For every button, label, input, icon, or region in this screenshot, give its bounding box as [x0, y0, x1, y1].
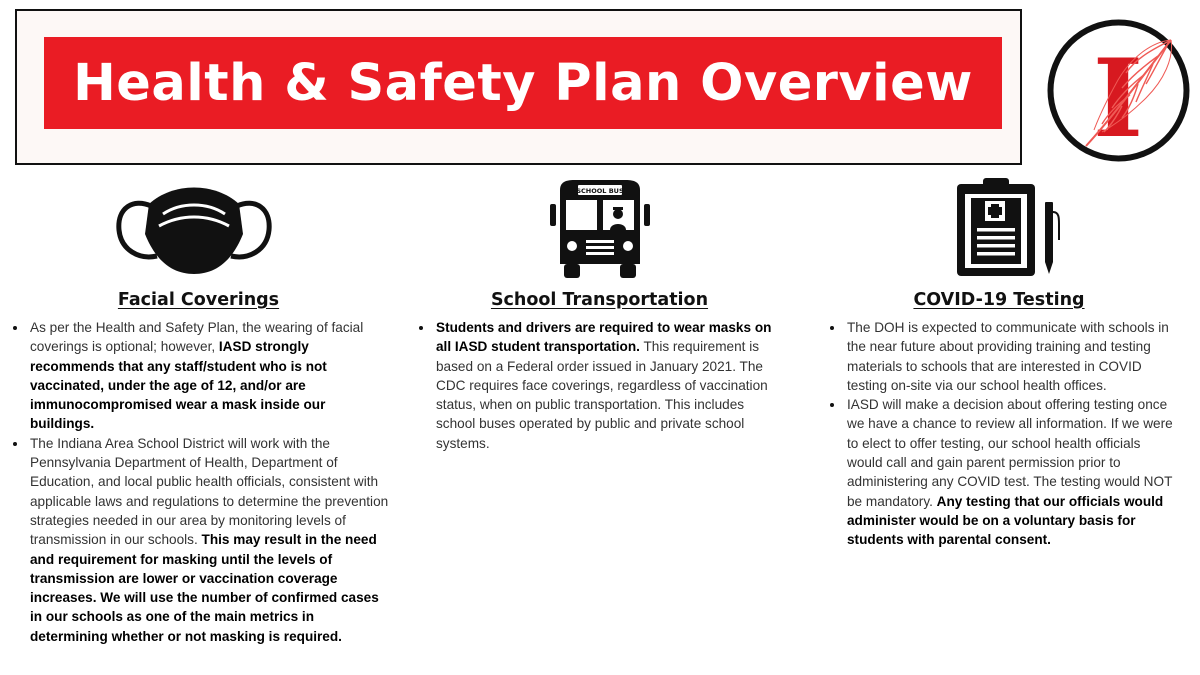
- bullet-text: The DOH is expected to communicate with schools in the near future about providing training and testing materials to schools that are interested in COVID testing on-site via our school health offices.: [847, 320, 1169, 393]
- list-item: [845, 318, 1175, 395]
- facial-coverings-section: [6, 290, 391, 646]
- bullet-text: This requirement is based on a Federal order issued in January 2021. The CDC requires face coverings, regardless of vaccination status, when on public transportation. This includes school buses operated by public and private school systems.: [436, 339, 768, 451]
- bullet-emphasis: Any testing that our officials would administer would be on a voluntary basis for students with parental consent.: [847, 493, 1164, 548]
- face-mask-icon: [113, 180, 275, 281]
- logo-letter: I: [1092, 36, 1144, 162]
- bullet-text: IASD will make a decision about offering testing once we have a chance to review all information. If we were to elect to offer testing, our school health officials would call and gain parent permission prior to administering any COVID test. The testing would NOT be mandatory.: [847, 397, 1173, 509]
- bus-sign: SCHOOL BUS: [576, 187, 624, 195]
- covid-testing-heading: COVID-19 Testing: [913, 290, 1085, 310]
- page-title: Health & Safety Plan Overview: [73, 53, 973, 113]
- list-item: [28, 434, 391, 646]
- bullet-text: The Indiana Area School District will work with the Pennsylvania Department of Health, Department of Education, and local public health officials, consistent with applicable laws and regulations to determine the prevention strategies needed in our area by monitoring levels of transmission in our schools.: [30, 435, 389, 548]
- school-transportation-list: [412, 318, 787, 453]
- covid-testing-section: [823, 290, 1175, 550]
- bullet-text: As per the Health and Safety Plan, the wearing of facial coverings is optional; however,: [30, 320, 364, 355]
- bullet-emphasis: Students and drivers are required to wear masks on all IASD student transportation.: [436, 320, 772, 355]
- covid-testing-list: [823, 318, 1175, 550]
- list-item: [28, 318, 391, 434]
- school-transportation-section: [412, 290, 787, 453]
- facial-coverings-list: [6, 318, 391, 646]
- title-banner: [44, 37, 1002, 129]
- list-item: [434, 318, 787, 453]
- school-transportation-heading: School Transportation: [490, 290, 709, 310]
- list-item: [845, 395, 1175, 549]
- clipboard-medical-icon: [955, 178, 1067, 283]
- facial-coverings-heading: Facial Coverings: [117, 290, 280, 310]
- title-frame: [15, 9, 1022, 165]
- bullet-emphasis: This may result in the need and requirement for masking until the levels of transmission are lower or vaccination coverage increases. We will use the number of confirmed cases in our schools as one of the main metrics in determining whether or not masking is required.: [30, 532, 379, 644]
- bullet-emphasis: IASD strongly recommends that any staff/student who is not vaccinated, under the age of 12, and/or are immunocompromised wear a mask inside our buildings.: [30, 339, 327, 432]
- school-logo: [1046, 18, 1191, 163]
- school-bus-icon: [550, 180, 650, 283]
